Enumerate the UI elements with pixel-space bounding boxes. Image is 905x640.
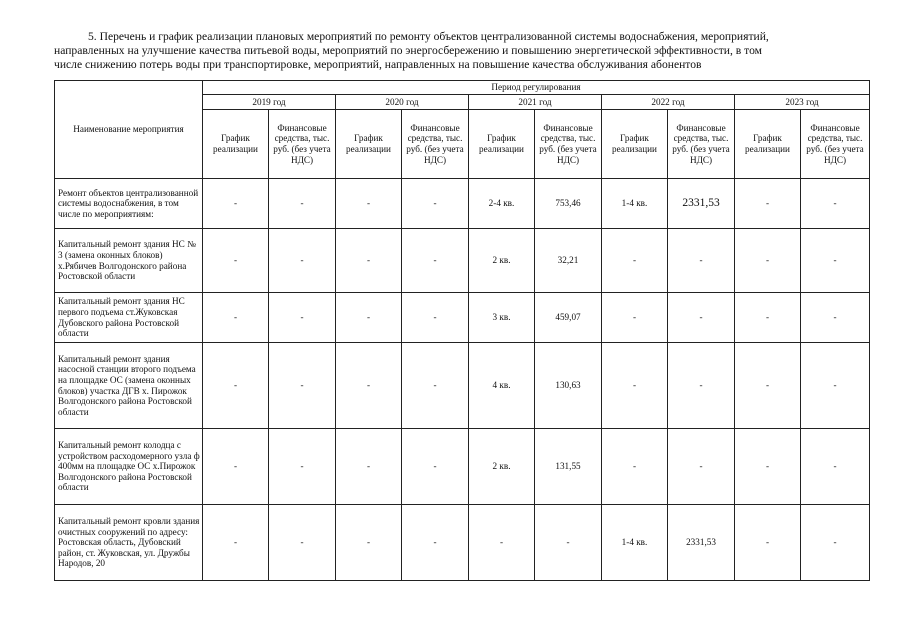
- cell-value: -: [203, 229, 269, 293]
- cell-value: -: [735, 343, 801, 429]
- cell-value: -: [602, 229, 668, 293]
- schedule-header: График реализации: [203, 110, 269, 179]
- measure-name: Капитальный ремонт здания НС № 3 (замена оконных блоков) х.Рябичев Волгодонского района Ростовской области: [55, 229, 203, 293]
- heading-line-3: числе снижению потерь воды при транспортировке, мероприятий, направленных на повышение качества обслуживания абонентов: [54, 58, 702, 71]
- schedule-header: График реализации: [469, 110, 535, 179]
- cell-value: -: [469, 505, 535, 581]
- cell-value: -: [203, 343, 269, 429]
- finance-header: Финансовые средства, тыс. руб. (без учета НДС): [402, 110, 469, 179]
- cell-value: -: [668, 343, 735, 429]
- cell-value: -: [801, 179, 870, 229]
- cell-value: -: [402, 293, 469, 343]
- cell-value: -: [336, 293, 402, 343]
- cell-value: -: [203, 179, 269, 229]
- cell-value: -: [602, 293, 668, 343]
- cell-value: 753,46: [535, 179, 602, 229]
- year-header-2021: 2021 год: [469, 95, 602, 110]
- cell-value: -: [336, 429, 402, 505]
- cell-value: -: [402, 429, 469, 505]
- cell-value: -: [336, 505, 402, 581]
- cell-value: 2-4 кв.: [469, 179, 535, 229]
- cell-value: -: [269, 505, 336, 581]
- year-header-2023: 2023 год: [735, 95, 870, 110]
- table-row: [55, 429, 870, 505]
- cell-value: 2331,53: [668, 505, 735, 581]
- heading-line-1: 5. Перечень и график реализации плановых мероприятий по ремонту объектов централизованной системы водоснабжения, мероприятий,: [88, 30, 769, 43]
- cell-value: 32,21: [535, 229, 602, 293]
- schedule-header: График реализации: [602, 110, 668, 179]
- cell-value: -: [269, 343, 336, 429]
- table-row: [55, 179, 870, 229]
- cell-value: -: [203, 505, 269, 581]
- cell-value: -: [336, 179, 402, 229]
- finance-header: Финансовые средства, тыс. руб. (без учета НДС): [668, 110, 735, 179]
- cell-value: -: [801, 293, 870, 343]
- measure-name: Ремонт объектов централизованной системы водоснабжения, в том числе по мероприятиям:: [55, 179, 203, 229]
- year-header-2022: 2022 год: [602, 95, 735, 110]
- table-row: [55, 293, 870, 343]
- table-row: [55, 505, 870, 581]
- cell-value: -: [402, 229, 469, 293]
- cell-value: -: [735, 429, 801, 505]
- cell-value: 2 кв.: [469, 429, 535, 505]
- cell-value: -: [735, 229, 801, 293]
- schedule-header: График реализации: [735, 110, 801, 179]
- cell-value: -: [269, 293, 336, 343]
- cell-value: 131,55: [535, 429, 602, 505]
- name-column-header: Наименование мероприятия: [55, 81, 203, 179]
- cell-value: 130,63: [535, 343, 602, 429]
- year-header-2019: 2019 год: [203, 95, 336, 110]
- cell-value: 1-4 кв.: [602, 179, 668, 229]
- cell-value: 3 кв.: [469, 293, 535, 343]
- cell-value: -: [269, 429, 336, 505]
- finance-header: Финансовые средства, тыс. руб. (без учета НДС): [269, 110, 336, 179]
- period-header: Период регулирования: [203, 81, 870, 95]
- cell-value: -: [668, 293, 735, 343]
- schedule-header: График реализации: [336, 110, 402, 179]
- cell-value: -: [668, 429, 735, 505]
- measure-name: Капитальный ремонт здания насосной станции второго подъема на площадке ОС (замена оконных блоков) участка ДГВ х. Пирожок Волгодонского района Ростовской области: [55, 343, 203, 429]
- measure-name: Капитальный ремонт здания НС первого подъема ст.Жуковская Дубовского района Ростовской области: [55, 293, 203, 343]
- cell-value: -: [203, 293, 269, 343]
- cell-value: -: [402, 179, 469, 229]
- cell-value: -: [801, 229, 870, 293]
- cell-value: 459,07: [535, 293, 602, 343]
- measures-table: [54, 80, 870, 581]
- cell-value: -: [402, 505, 469, 581]
- cell-value: -: [735, 505, 801, 581]
- cell-value: 2 кв.: [469, 229, 535, 293]
- measure-name: Капитальный ремонт колодца с устройством расходомерного узла ф 400мм на площадке ОС х.Пирожок Волгодонского района Ростовской области: [55, 429, 203, 505]
- cell-value: -: [668, 229, 735, 293]
- cell-value: -: [801, 429, 870, 505]
- cell-value: -: [336, 343, 402, 429]
- year-header-2020: 2020 год: [336, 95, 469, 110]
- cell-value: 2331,53: [668, 179, 735, 229]
- table-row: [55, 229, 870, 293]
- cell-value: -: [203, 429, 269, 505]
- measure-name: Капитальный ремонт кровли здания очистных сооружений по адресу: Ростовская область, Дубовский район, ст. Жуковская, ул. Дружбы Народов, 20: [55, 505, 203, 581]
- table-row: [55, 343, 870, 429]
- heading-line-2: направленных на улучшение качества питьевой воды, мероприятий по энергосбережению и повышению энергетической эффективности, в том: [54, 44, 762, 57]
- cell-value: -: [801, 343, 870, 429]
- cell-value: -: [602, 429, 668, 505]
- cell-value: -: [269, 179, 336, 229]
- cell-value: -: [735, 179, 801, 229]
- cell-value: -: [602, 343, 668, 429]
- cell-value: -: [801, 505, 870, 581]
- cell-value: 1-4 кв.: [602, 505, 668, 581]
- finance-header: Финансовые средства, тыс. руб. (без учета НДС): [801, 110, 870, 179]
- section-heading: [54, 30, 869, 72]
- cell-value: -: [336, 229, 402, 293]
- cell-value: -: [402, 343, 469, 429]
- cell-value: 4 кв.: [469, 343, 535, 429]
- cell-value: -: [735, 293, 801, 343]
- cell-value: -: [269, 229, 336, 293]
- finance-header: Финансовые средства, тыс. руб. (без учета НДС): [535, 110, 602, 179]
- cell-value: -: [535, 505, 602, 581]
